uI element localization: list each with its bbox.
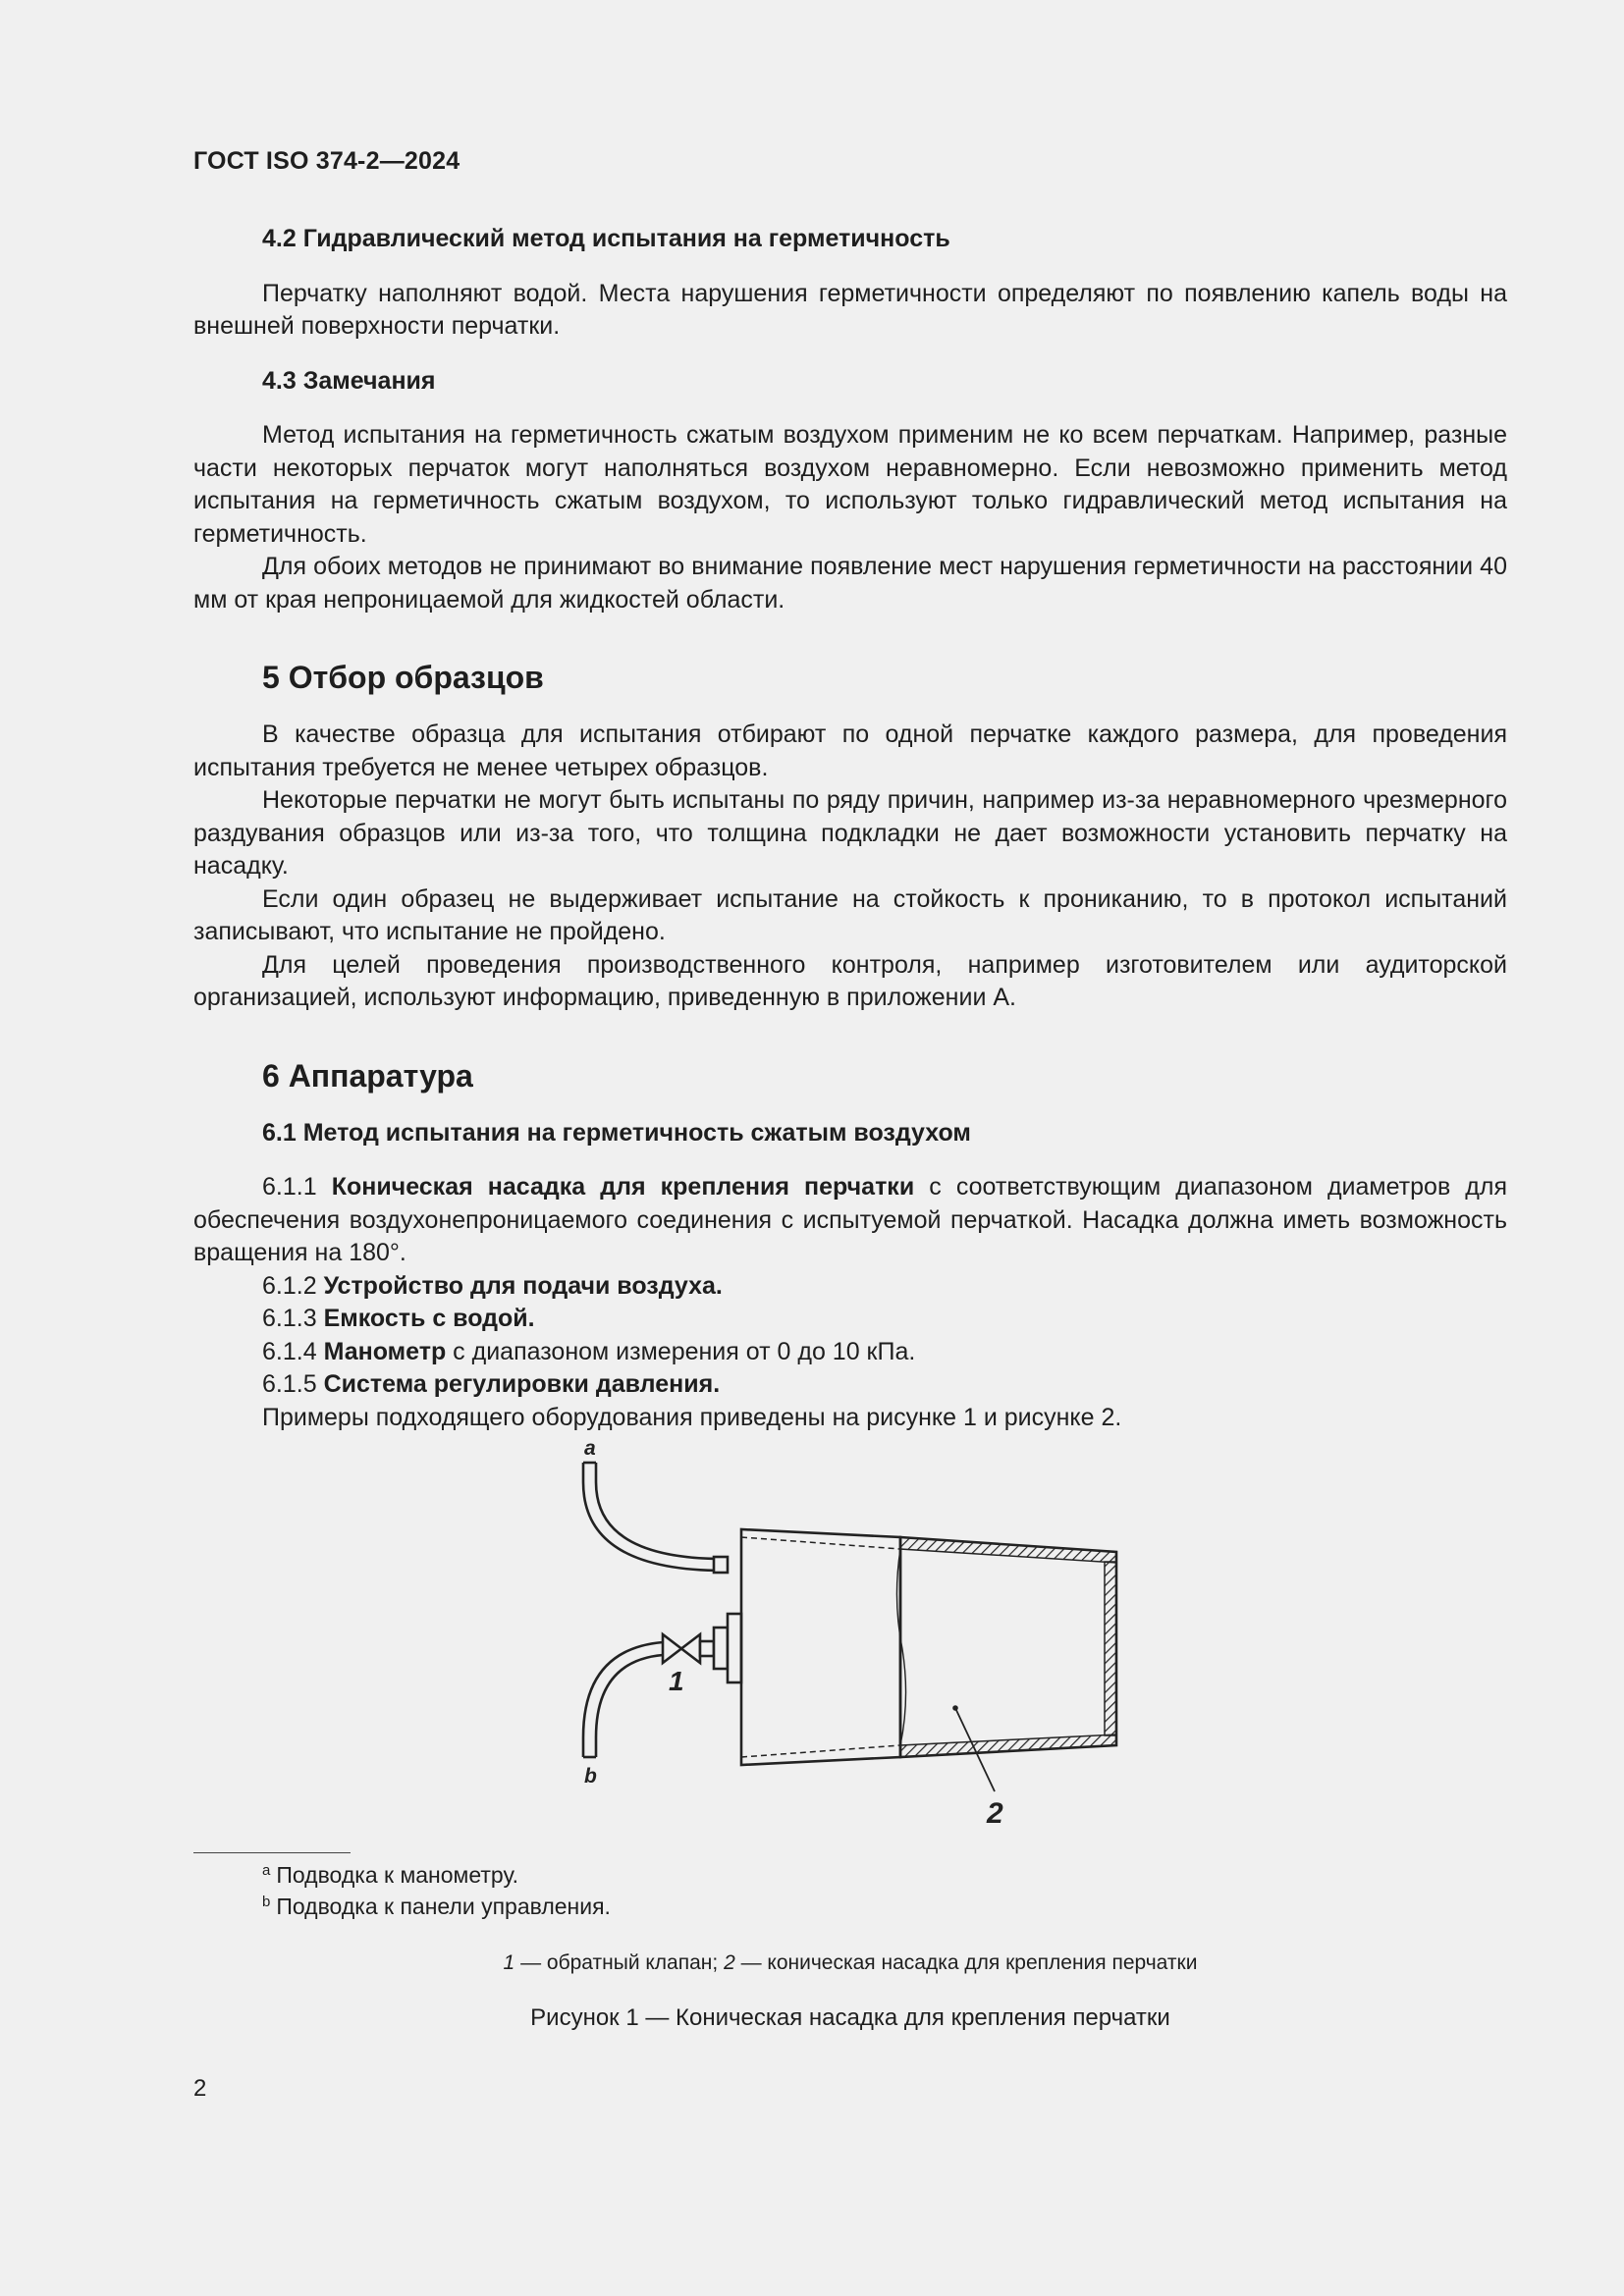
footnote-rule [193,1852,351,1853]
item-6-1-1: 6.1.1 Коническая насадка для крепления перчатки с соответствующим диапазоном диаметров для обеспечения воздухонепроницаемого соединения с испытуемой перчаткой. Насадка должна иметь возможность вращения на 180°. [193,1173,1508,1266]
section-5-title: 5 Отбор образцов [262,660,544,695]
section-5-paragraph-2: Некоторые перчатки не могут быть испытаны по ряду причин, например из-за неравномерного чрезмерного раздувания образцов или из-за того, что толщина подкладки не дает возможности установить перчатку на насадку. [193,786,1507,880]
figure-caption: Рисунок 1 — Коническая насадка для крепления перчатки [530,2004,1170,2031]
item-6-1-3: 6.1.3 Емкость с водой. [262,1305,535,1332]
examples-sentence: Примеры подходящего оборудования приведены на рисунке 1 и рисунке 2. [262,1403,1122,1431]
air-hose-b [583,1642,663,1757]
footnote-a: $^a$ Подводка к манометру. [262,1862,519,1888]
item-6-1-5: 6.1.5 Система регулировки давления. [262,1370,721,1398]
page-number: 2 [193,2075,207,2102]
document-page [193,0,1507,2296]
section-4-2-title: 4.2 Гидравлический метод испытания на герметичность [262,225,950,252]
section-4-2-paragraph: Перчатку наполняют водой. Места нарушения герметичности определяют по появлению капель воды на внешней поверхности перчатки. [193,279,1507,340]
label-a: a [584,1437,596,1460]
label-b: b [584,1765,597,1788]
label-2: 2 [987,1797,1003,1830]
figure-1-conical-nozzle-diagram [576,1433,1352,1845]
air-hose-a [583,1463,728,1573]
section-5-paragraph-3: Если один образец не выдерживает испытание на стойкость к прониканию, то в протокол испытаний записывают, что испытание не пройдено. [193,884,1507,945]
standard-code: ГОСТ ISO 374-2—2024 [193,147,460,175]
item-6-1-2: 6.1.2 Устройство для подачи воздуха. [262,1271,723,1300]
document-body [193,223,1507,1434]
section-5-paragraph-1: В качестве образца для испытания отбирают по одной перчатке каждого размера, для проведения испытания требуется не менее четырех образцов. [193,721,1507,781]
footnote-b: $^b$ Подводка к панели управления. [262,1894,611,1919]
section-5-paragraph-4: Для целей проведения производственного контроля, например изготовителем или аудиторской организацией, используют информацию, приведенную в приложении А. [193,950,1507,1011]
section-4-3-paragraph-1: Метод испытания на герметичность сжатым воздухом применим не ко всем перчаткам. Например, разные части некоторых перчаток могут наполняться воздухом неравномерно. Если невозможно применить метод испытания на герметичность сжатым воздухом, то используют только гидравлический метод испытания на герметичность. [193,421,1507,548]
figure-legend: 1 — обратный клапан; 2 — коническая насадка для крепления перчатки [503,1951,1198,1974]
section-6-1-title: 6.1 Метод испытания на герметичность сжатым воздухом [262,1118,971,1147]
section-4-3-paragraph-2: Для обоих методов не принимают во внимание появление мест нарушения герметичности на расстоянии 40 мм от края непроницаемой для жидкостей области. [193,553,1507,614]
item-6-1-4: 6.1.4 Манометр с диапазоном измерения от 0 до 10 кПа. [262,1337,916,1365]
label-1: 1 [669,1666,684,1696]
section-4-3-title: 4.3 Замечания [262,366,436,395]
conical-nozzle [741,1529,1116,1765]
section-6-title: 6 Аппаратура [262,1057,473,1094]
